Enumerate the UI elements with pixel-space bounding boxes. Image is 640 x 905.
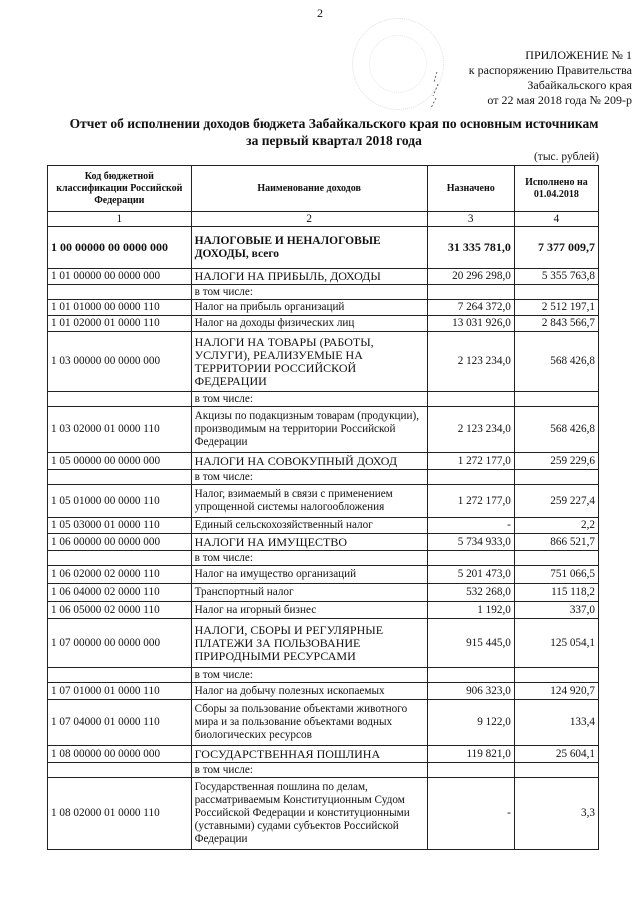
row-name: ГОСУДАРСТВЕННАЯ ПОШЛИНА	[191, 746, 427, 763]
row-code: 1 05 03000 01 0000 110	[48, 518, 192, 534]
row-executed: 124 920,7	[514, 683, 598, 700]
row-name: в том числе:	[191, 551, 427, 566]
table-row	[48, 227, 599, 269]
row-code: 1 05 00000 00 0000 000	[48, 453, 192, 470]
row-name: Транспортный налог	[191, 584, 427, 602]
page-number: 2	[317, 6, 323, 20]
income-report-table	[47, 165, 599, 850]
row-executed: 259 229,6	[514, 453, 598, 470]
row-code: 1 07 04000 01 0000 110	[48, 700, 192, 746]
appendix-heading: ПРИЛОЖЕНИЕ № 1	[525, 48, 632, 62]
row-name: НАЛОГИ НА ПРИБЫЛЬ, ДОХОДЫ	[191, 269, 427, 285]
row-code: 1 01 00000 00 0000 000	[48, 269, 192, 285]
row-name: Государственная пошлина по делам, рассматриваемым Конституционным Судом Российской Федерации и конституционными (уставными) судами субъектов Российской Федерации	[191, 778, 427, 850]
row-executed: 866 521,7	[514, 534, 598, 551]
header-name: Наименование доходов	[191, 166, 427, 212]
row-name: Налог на имущество организаций	[191, 566, 427, 584]
row-executed: 125 054,1	[514, 619, 598, 668]
row-plan: 31 335 781,0	[427, 227, 514, 269]
table-row	[48, 269, 599, 285]
table-row	[48, 700, 599, 746]
header-row	[48, 166, 599, 212]
row-executed	[514, 470, 598, 485]
row-code	[48, 285, 192, 300]
row-executed	[514, 763, 598, 778]
row-name: НАЛОГИ НА ИМУЩЕСТВО	[191, 534, 427, 551]
row-name: Налог, взимаемый в связи с применением упрощенной системы налогообложения	[191, 485, 427, 518]
row-executed: 3,3	[514, 778, 598, 850]
header-code: Код бюджетной классификации Российской Федерации	[48, 166, 192, 212]
row-plan: 1 192,0	[427, 602, 514, 619]
row-plan	[427, 470, 514, 485]
row-executed: 133,4	[514, 700, 598, 746]
row-plan: 532 268,0	[427, 584, 514, 602]
row-name: Акцизы по подакцизным товарам (продукции), производимым на территории Российской Федерации	[191, 407, 427, 453]
row-plan	[427, 551, 514, 566]
row-name: Налог на прибыль организаций	[191, 300, 427, 316]
row-name: в том числе:	[191, 668, 427, 683]
row-code: 1 08 00000 00 0000 000	[48, 746, 192, 763]
row-plan	[427, 763, 514, 778]
row-executed: 7 377 009,7	[514, 227, 598, 269]
row-plan: 1 272 177,0	[427, 485, 514, 518]
row-executed: 2 512 197,1	[514, 300, 598, 316]
row-plan: 1 272 177,0	[427, 453, 514, 470]
row-name: НАЛОГИ, СБОРЫ И РЕГУЛЯРНЫЕ ПЛАТЕЖИ ЗА ПОЛЬЗОВАНИЕ ПРИРОДНЫМИ РЕСУРСАМИ	[191, 619, 427, 668]
row-executed	[514, 668, 598, 683]
row-plan: 9 122,0	[427, 700, 514, 746]
row-name: НАЛОГИ НА ТОВАРЫ (РАБОТЫ, УСЛУГИ), РЕАЛИЗУЕМЫЕ НА ТЕРРИТОРИИ РОССИЙСКОЙ ФЕДЕРАЦИИ	[191, 332, 427, 392]
table-row	[48, 453, 599, 470]
row-name: Сборы за пользование объектами животного мира и за пользование объектами водных биологических ресурсов	[191, 700, 427, 746]
row-executed: 2,2	[514, 518, 598, 534]
row-name: НАЛОГИ НА СОВОКУПНЫЙ ДОХОД	[191, 453, 427, 470]
row-executed: 115 118,2	[514, 584, 598, 602]
row-plan: 2 123 234,0	[427, 332, 514, 392]
row-name: в том числе:	[191, 392, 427, 407]
table-row	[48, 584, 599, 602]
column-number: 3	[427, 212, 514, 227]
header-executed: Исполнено на 01.04.2018	[514, 166, 598, 212]
row-plan: 915 445,0	[427, 619, 514, 668]
row-code	[48, 392, 192, 407]
row-code: 1 03 02000 01 0000 110	[48, 407, 192, 453]
row-code: 1 05 01000 00 0000 110	[48, 485, 192, 518]
row-name: НАЛОГОВЫЕ И НЕНАЛОГОВЫЕ ДОХОДЫ, всего	[191, 227, 427, 269]
row-code	[48, 470, 192, 485]
row-code: 1 01 01000 00 0000 110	[48, 300, 192, 316]
row-executed: 568 426,8	[514, 332, 598, 392]
row-executed: 25 604,1	[514, 746, 598, 763]
row-plan: 119 821,0	[427, 746, 514, 763]
table-row	[48, 778, 599, 850]
row-plan: 2 123 234,0	[427, 407, 514, 453]
table-row	[48, 746, 599, 763]
table-row	[48, 683, 599, 700]
report-title	[44, 115, 624, 149]
row-executed	[514, 551, 598, 566]
column-number: 1	[48, 212, 192, 227]
column-number: 4	[514, 212, 598, 227]
row-plan: -	[427, 778, 514, 850]
row-code: 1 07 00000 00 0000 000	[48, 619, 192, 668]
row-plan	[427, 285, 514, 300]
appendix-line: от 22 мая 2018 года № 209-р	[487, 93, 632, 107]
row-code: 1 06 05000 02 0000 110	[48, 602, 192, 619]
column-number-row	[48, 212, 599, 227]
table-row	[48, 566, 599, 584]
row-code	[48, 763, 192, 778]
row-code	[48, 551, 192, 566]
units-label: (тыс. рублей)	[533, 151, 599, 163]
row-executed	[514, 285, 598, 300]
row-code: 1 07 01000 01 0000 110	[48, 683, 192, 700]
row-executed: 568 426,8	[514, 407, 598, 453]
row-executed: 259 227,4	[514, 485, 598, 518]
row-executed: 2 843 566,7	[514, 316, 598, 332]
table-row	[48, 619, 599, 668]
row-code: 1 06 04000 02 0000 110	[48, 584, 192, 602]
row-plan	[427, 668, 514, 683]
report-title-line: за первый квартал 2018 года	[246, 133, 422, 148]
row-code: 1 00 00000 00 0000 000	[48, 227, 192, 269]
table-row	[48, 602, 599, 619]
row-executed: 337,0	[514, 602, 598, 619]
table-row	[48, 551, 599, 566]
table-row	[48, 332, 599, 392]
table-row	[48, 534, 599, 551]
row-code: 1 01 02000 01 0000 110	[48, 316, 192, 332]
table-row	[48, 407, 599, 453]
row-executed	[514, 392, 598, 407]
row-executed: 751 066,5	[514, 566, 598, 584]
row-name: Единый сельскохозяйственный налог	[191, 518, 427, 534]
table-row	[48, 392, 599, 407]
table-row	[48, 668, 599, 683]
row-executed: 5 355 763,8	[514, 269, 598, 285]
appendix-block	[432, 48, 632, 108]
report-title-line: Отчет об исполнении доходов бюджета Забайкальского края по основным источникам	[69, 116, 599, 131]
row-plan: 7 264 372,0	[427, 300, 514, 316]
row-plan: 5 734 933,0	[427, 534, 514, 551]
table-row	[48, 300, 599, 316]
row-plan	[427, 392, 514, 407]
appendix-line: к распоряжению Правительства	[468, 63, 632, 77]
table-row	[48, 285, 599, 300]
row-name: в том числе:	[191, 470, 427, 485]
table-row	[48, 470, 599, 485]
row-name: в том числе:	[191, 763, 427, 778]
row-plan: 906 323,0	[427, 683, 514, 700]
table-row	[48, 763, 599, 778]
table-row	[48, 316, 599, 332]
row-code: 1 03 00000 00 0000 000	[48, 332, 192, 392]
row-name: Налог на добычу полезных ископаемых	[191, 683, 427, 700]
table-row	[48, 485, 599, 518]
row-plan: 13 031 926,0	[427, 316, 514, 332]
row-name: Налог на игорный бизнес	[191, 602, 427, 619]
appendix-line: Забайкальского края	[527, 78, 632, 92]
row-code: 1 06 02000 02 0000 110	[48, 566, 192, 584]
row-code: 1 08 02000 01 0000 110	[48, 778, 192, 850]
header-plan: Назначено	[427, 166, 514, 212]
row-plan: 20 296 298,0	[427, 269, 514, 285]
row-code: 1 06 00000 00 0000 000	[48, 534, 192, 551]
row-plan: -	[427, 518, 514, 534]
row-name: в том числе:	[191, 285, 427, 300]
row-plan: 5 201 473,0	[427, 566, 514, 584]
row-name: Налог на доходы физических лиц	[191, 316, 427, 332]
column-number: 2	[191, 212, 427, 227]
row-code	[48, 668, 192, 683]
table-row	[48, 518, 599, 534]
